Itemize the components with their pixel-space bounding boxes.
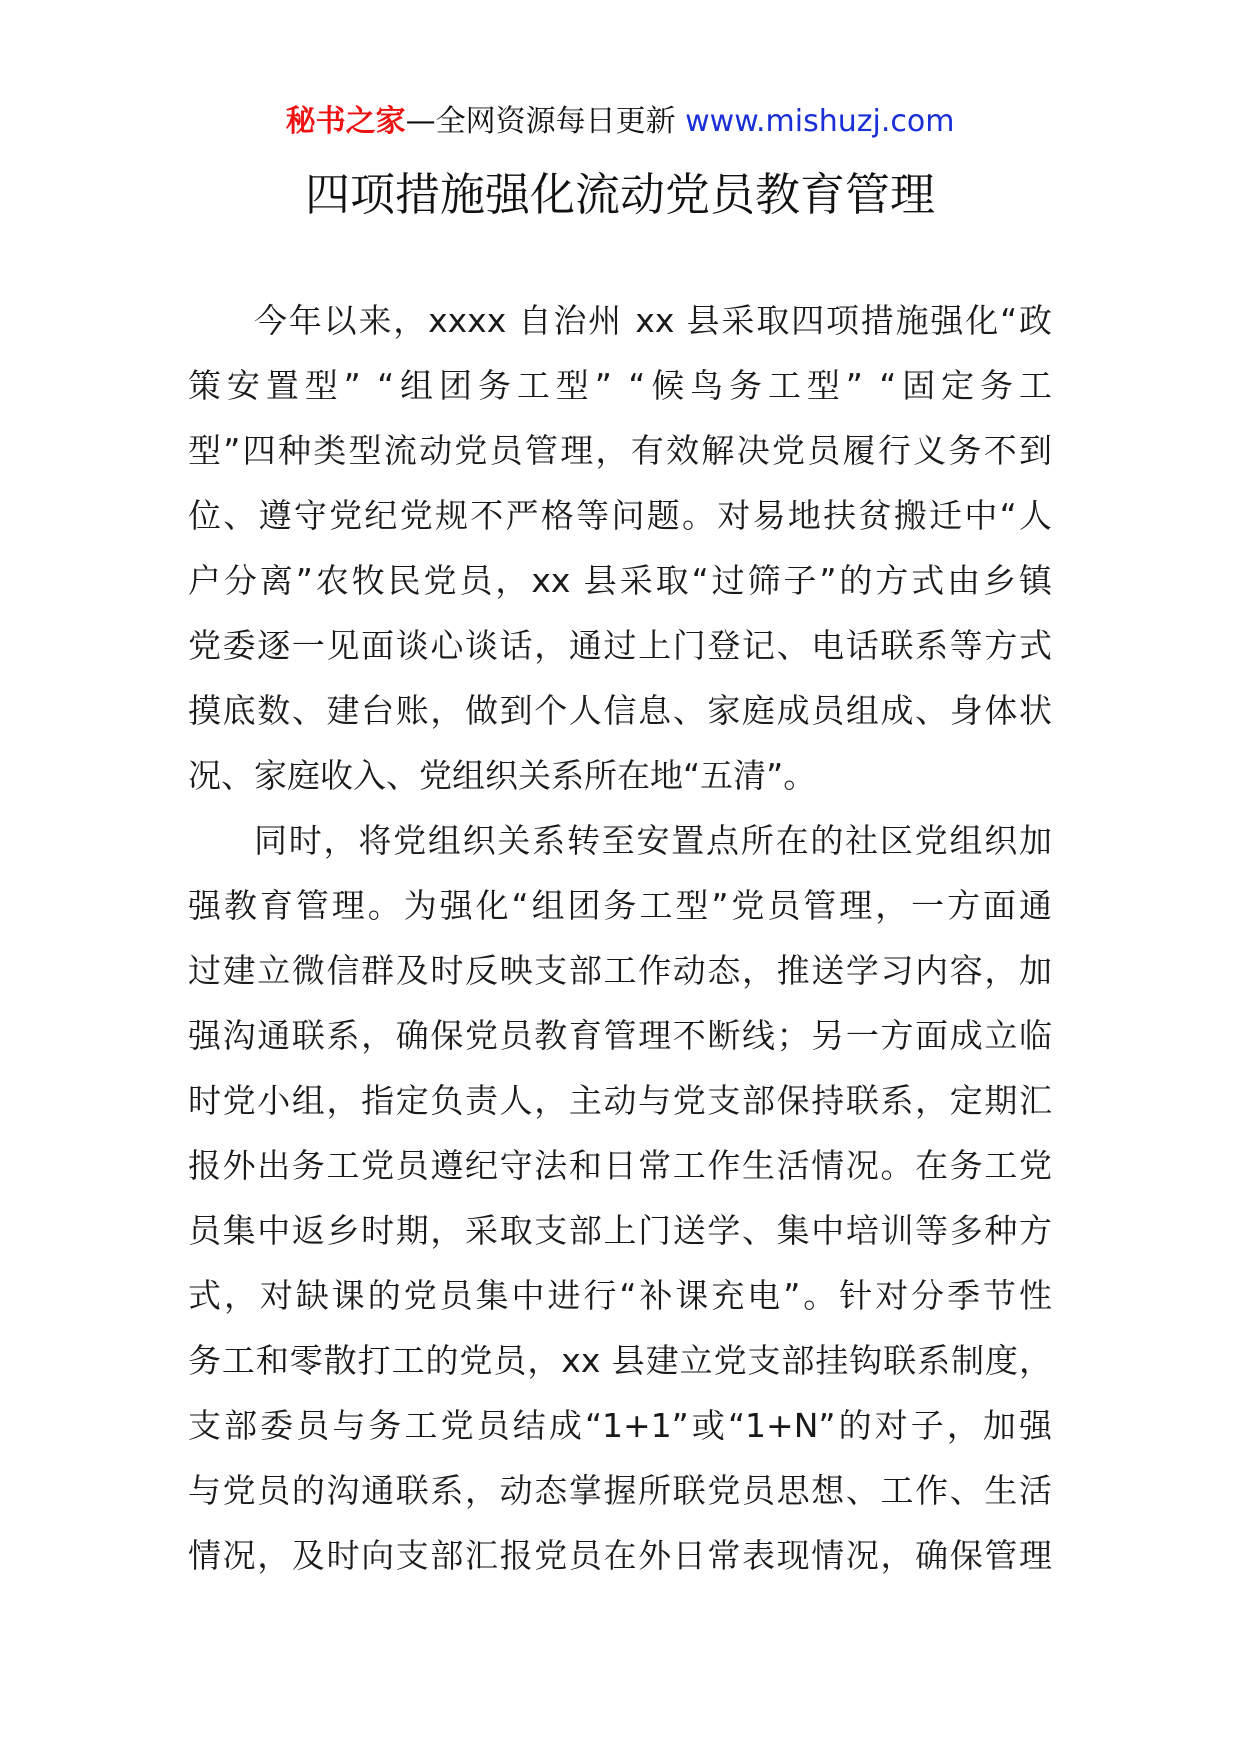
text-line: 情况，及时向支部汇报党员在外日常表现情况，确保管理 bbox=[188, 1536, 1052, 1575]
site-header bbox=[0, 100, 1240, 144]
text-line: 况、家庭收入、党组织关系所在地“五清”。 bbox=[188, 756, 817, 795]
text-line: 强沟通联系，确保党员教育管理不断线；另一方面成立临 bbox=[188, 1016, 1052, 1055]
text-line: 务工和零散打工的党员，xx 县建立党支部挂钩联系制度， bbox=[188, 1341, 1052, 1380]
paragraph-1 bbox=[188, 288, 1052, 808]
text-line: 与党员的沟通联系，动态掌握所联党员思想、工作、生活 bbox=[188, 1471, 1052, 1510]
document-title: 四项措施强化流动党员教育管理 bbox=[304, 168, 935, 221]
site-brand: 秘书之家 bbox=[285, 104, 406, 139]
document-body bbox=[188, 288, 1052, 1588]
text-line: 摸底数、建台账，做到个人信息、家庭成员组成、身体状 bbox=[188, 691, 1052, 730]
text-line: 支部委员与务工党员结成“1+1”或“1+N”的对子，加强 bbox=[188, 1406, 1052, 1445]
text-line: 策安置型” “组团务工型” “候鸟务工型” “固定务工 bbox=[188, 366, 1052, 405]
site-tagline: —全网资源每日更新 bbox=[405, 104, 676, 139]
text-line: 同时，将党组织关系转至安置点所在的社区党组织加 bbox=[254, 821, 1052, 860]
paragraph-2 bbox=[188, 808, 1052, 1588]
text-line: 员集中返乡时期，采取支部上门送学、集中培训等多种方 bbox=[188, 1211, 1052, 1250]
text-line: 党委逐一见面谈心谈话，通过上门登记、电话联系等方式 bbox=[188, 626, 1052, 665]
text-line: 户分离”农牧民党员，xx 县采取“过筛子”的方式由乡镇 bbox=[188, 561, 1052, 600]
text-line: 今年以来，xxxx 自治州 xx 县采取四项措施强化“政 bbox=[254, 301, 1052, 340]
text-line: 型”四种类型流动党员管理，有效解决党员履行义务不到 bbox=[188, 431, 1052, 470]
text-line: 过建立微信群及时反映支部工作动态，推送学习内容，加 bbox=[188, 951, 1052, 990]
text-line: 报外出务工党员遵纪守法和日常工作生活情况。在务工党 bbox=[188, 1146, 1052, 1185]
text-line: 式，对缺课的党员集中进行“补课充电”。针对分季节性 bbox=[188, 1276, 1052, 1315]
text-line: 强教育管理。为强化“组团务工型”党员管理，一方面通 bbox=[188, 886, 1052, 925]
text-line: 时党小组，指定负责人，主动与党支部保持联系，定期汇 bbox=[188, 1081, 1052, 1120]
site-url-link[interactable]: www.mishuzj.com bbox=[685, 104, 955, 139]
text-line: 位、遵守党纪党规不严格等问题。对易地扶贫搬迁中“人 bbox=[188, 496, 1052, 535]
